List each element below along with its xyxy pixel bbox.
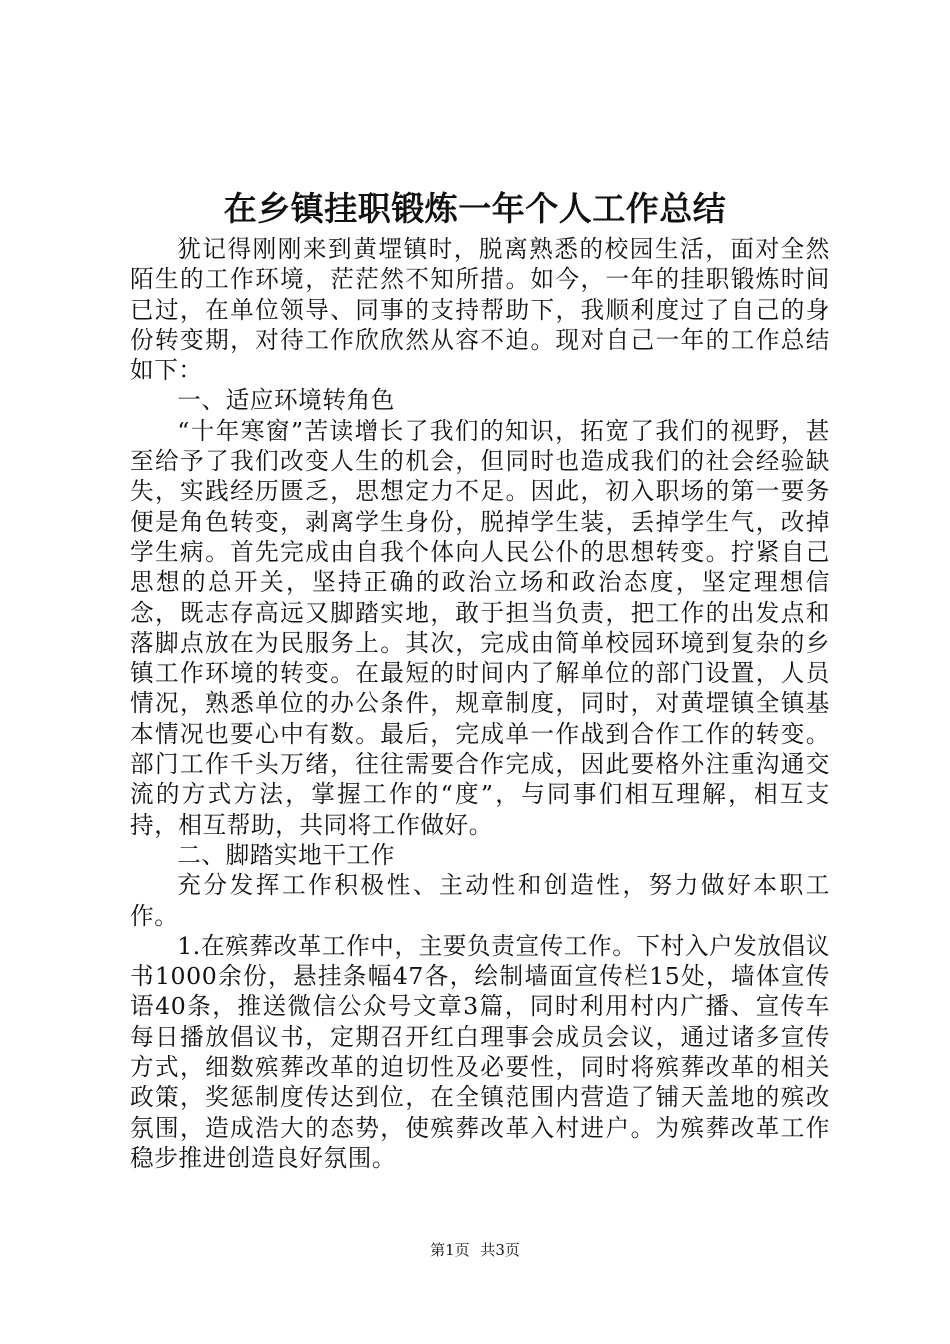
section-2-item-1-paragraph: 1.在殡葬改革工作中，主要负责宣传工作。下村入户发放倡议书1000余份，悬挂条幅47各，绘制墙面宣传栏15处，墙体宣传语40条，推送微信公众号文章3篇，同时利用村内广播、宣传车每日播放倡议书，定期召开红白理事会成员会议，通过诸多宣传方式，细数殡葬改革的迫切性及必要性，同时将殡葬改革的相关政策，奖惩制度传达到位，在全镇范围内营造了铺天盖地的殡改氛围，造成浩大的态势，使殡葬改革入村进户。为殡葬改革工作稳步推进创造良好氛围。 <box>130 931 830 1172</box>
section-heading-1: 一、适应环境转角色 <box>177 386 395 415</box>
page-total: 共3页 <box>480 1241 520 1259</box>
document-title: 在乡镇挂职锻炼一年个人工作总结 <box>223 189 727 228</box>
document-body <box>130 234 830 1173</box>
page-number: 第1页 <box>430 1241 470 1259</box>
section-1-paragraph: “十年寒窗”苦读增长了我们的知识，拓宽了我们的视野，甚至给予了我们改变人生的机会，但同时也造成我们的社会经验缺失，实践经历匮乏，思想定力不足。因此，初入职场的第一要务便是角色转变，剥离学生身份，脱掉学生装，丢掉学生气，改掉学生病。首先完成由自我个体向人民公仆的思想转变。拧紧自己思想的总开关，坚持正确的政治立场和政治态度，坚定理想信念，既志存高远又脚踏实地，敢于担当负责，把工作的出发点和落脚点放在为民服务上。其次，完成由简单校园环境到复杂的乡镇工作环境的转变。在最短的时间内了解单位的部门设置，人员情况，熟悉单位的办公条件，规章制度，同时，对黄堽镇全镇基本情况也要心中有数。最后，完成单一作战到合作工作的转变。部门工作千头万绪，往往需要合作完成，因此要格外注重沟通交流的方式方法，掌握工作的“度”，与同事们相互理解，相互支持，相互帮助，共同将工作做好。 <box>130 416 830 839</box>
intro-paragraph: 犹记得刚刚来到黄堽镇时，脱离熟悉的校园生活，面对全然陌生的工作环境，茫茫然不知所措。如今，一年的挂职锻炼时间已过，在单位领导、同事的支持帮助下，我顺利度过了自己的身份转变期，对待工作欣欣然从容不迫。现对自己一年的工作总结如下： <box>130 235 830 385</box>
section-2-intro-paragraph: 充分发挥工作积极性、主动性和创造性，努力做好本职工作。 <box>130 871 830 930</box>
section-heading-2: 二、脚踏实地干工作 <box>177 840 395 869</box>
page-footer <box>0 1240 950 1260</box>
